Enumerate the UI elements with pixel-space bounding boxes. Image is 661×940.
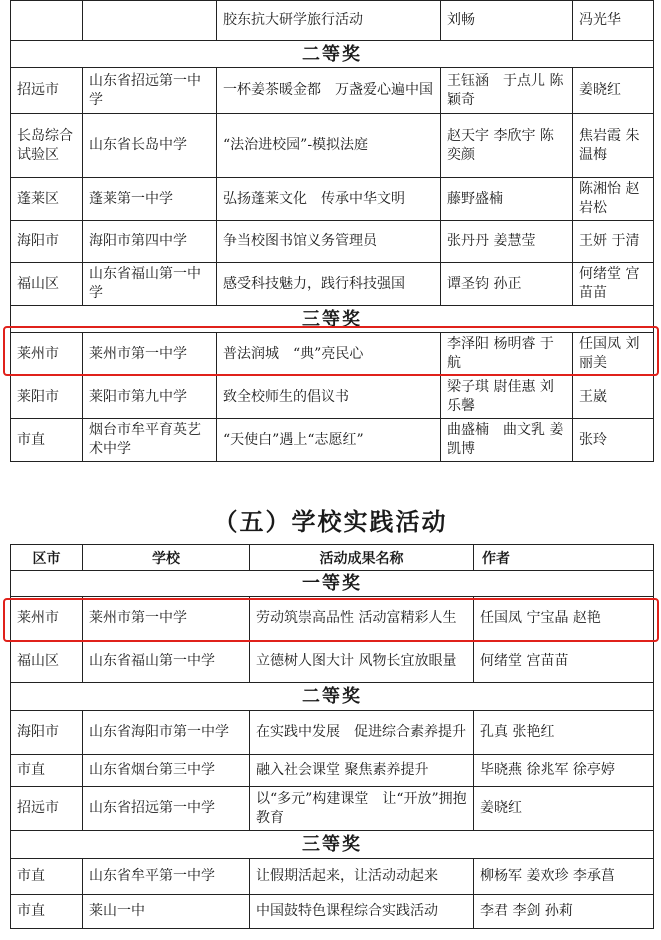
table-row (11, 178, 654, 221)
district-cell: 福山区 (11, 641, 83, 683)
table-header-row (11, 545, 654, 571)
title-cell: 弘扬蓬莱文化 传承中华文明 (217, 178, 441, 221)
title-cell: 融入社会课堂 聚焦素养提升 (250, 755, 474, 787)
district-cell: 莱州市 (11, 597, 83, 641)
title-cell: 劳动筑崇高品性 活动富精彩人生 (250, 597, 474, 641)
table-row (11, 597, 654, 641)
author-cell: 张丹丹 姜慧莹 (441, 221, 573, 263)
column-header-district: 区市 (11, 545, 83, 571)
table-row (11, 376, 654, 419)
award-row (11, 683, 654, 711)
table-row (11, 333, 654, 376)
advisor-cell: 冯光华 (573, 1, 654, 41)
advisor-cell: 何绪堂 宫苗苗 (573, 263, 654, 306)
title-cell: 让假期活起来，让活动动起来 (250, 859, 474, 895)
author-cell: 柳杨军 姜欢珍 李承菖 (474, 859, 654, 895)
author-cell: 何绪堂 宫苗苗 (474, 641, 654, 683)
author-cell: 曲盛楠 曲文乳 姜凯博 (441, 419, 573, 462)
author-cell: 梁子琪 尉佳惠 刘乐馨 (441, 376, 573, 419)
table-row (11, 1, 654, 41)
advisor-cell: 焦岩霞 朱温梅 (573, 114, 654, 178)
title-cell: 立德树人图大计 风物长宜放眼量 (250, 641, 474, 683)
author-cell: 王钰涵 于点儿 陈颖奇 (441, 68, 573, 114)
author-cell: 藤野盛楠 (441, 178, 573, 221)
district-cell: 招远市 (11, 787, 83, 831)
table-row (11, 787, 654, 831)
author-cell: 赵天宇 李欣宇 陈奕颜 (441, 114, 573, 178)
title-cell: “法治进校园”-模拟法庭 (217, 114, 441, 178)
table-row (11, 711, 654, 755)
column-header-author: 作者 (474, 545, 654, 571)
school-cell: 莱州市第一中学 (83, 597, 250, 641)
table-row (11, 68, 654, 114)
title-cell: 感受科技魅力，践行科技强国 (217, 263, 441, 306)
school-cell: 蓬莱第一中学 (83, 178, 217, 221)
school-cell: 山东省长岛中学 (83, 114, 217, 178)
title-cell: 争当校图书馆义务管理员 (217, 221, 441, 263)
title-cell: 普法润城 “典”亮民心 (217, 333, 441, 376)
school-cell: 莱山一中 (83, 895, 250, 929)
district-cell: 福山区 (11, 263, 83, 306)
title-cell: 以“多元”构建课堂 让“开放”拥抱教育 (250, 787, 474, 831)
district-cell: 海阳市 (11, 221, 83, 263)
column-header-title: 活动成果名称 (250, 545, 474, 571)
award-row (11, 41, 654, 68)
school-cell: 山东省福山第一中学 (83, 641, 250, 683)
title-cell: 中国鼓特色课程综合实践活动 (250, 895, 474, 929)
author-cell: 谭圣钧 孙正 (441, 263, 573, 306)
school-cell: 山东省牟平第一中学 (83, 859, 250, 895)
award-level-first: 一等奖 (11, 571, 654, 597)
table-row (11, 114, 654, 178)
district-cell: 招远市 (11, 68, 83, 114)
author-cell: 姜晓红 (474, 787, 654, 831)
title-cell: 胶东抗大研学旅行活动 (217, 1, 441, 41)
school-practice-activities-table (10, 544, 654, 929)
district-cell: 蓬莱区 (11, 178, 83, 221)
school-cell (83, 1, 217, 41)
advisor-cell: 任国凤 刘丽美 (573, 333, 654, 376)
district-cell: 长岛综合试验区 (11, 114, 83, 178)
award-level-third: 三等奖 (11, 306, 654, 333)
table-row (11, 221, 654, 263)
author-cell: 李泽阳 杨明睿 于航 (441, 333, 573, 376)
advisor-cell: 张玲 (573, 419, 654, 462)
table-row (11, 419, 654, 462)
title-cell: “天使白”遇上“志愿红” (217, 419, 441, 462)
award-level-second: 二等奖 (11, 683, 654, 711)
district-cell: 市直 (11, 755, 83, 787)
school-cell: 烟台市牟平育英艺术中学 (83, 419, 217, 462)
award-row (11, 306, 654, 333)
award-row (11, 571, 654, 597)
table-row (11, 859, 654, 895)
table-row (11, 895, 654, 929)
award-level-third: 三等奖 (11, 831, 654, 859)
table-row (11, 263, 654, 306)
title-cell: 致全校师生的倡议书 (217, 376, 441, 419)
advisor-cell: 王妍 于清 (573, 221, 654, 263)
table-row (11, 641, 654, 683)
district-cell: 市直 (11, 419, 83, 462)
section-title: （五）学校实践活动 (213, 507, 448, 536)
table-row (11, 755, 654, 787)
district-cell: 海阳市 (11, 711, 83, 755)
author-cell: 刘畅 (441, 1, 573, 41)
advisor-cell: 姜晓红 (573, 68, 654, 114)
district-cell (11, 1, 83, 41)
awards-table-previous-section (10, 0, 654, 462)
title-cell: 在实践中发展 促进综合素养提升 (250, 711, 474, 755)
author-cell: 毕晓燕 徐兆军 徐亭婷 (474, 755, 654, 787)
school-cell: 山东省烟台第三中学 (83, 755, 250, 787)
author-cell: 任国凤 宁宝晶 赵艳 (474, 597, 654, 641)
author-cell: 李君 李剑 孙莉 (474, 895, 654, 929)
author-cell: 孔真 张艳红 (474, 711, 654, 755)
advisor-cell: 陈湘怡 赵岩松 (573, 178, 654, 221)
district-cell: 莱阳市 (11, 376, 83, 419)
district-cell: 莱州市 (11, 333, 83, 376)
district-cell: 市直 (11, 859, 83, 895)
award-level-second: 二等奖 (11, 41, 654, 68)
school-cell: 海阳市第四中学 (83, 221, 217, 263)
school-cell: 山东省招远第一中学 (83, 68, 217, 114)
award-row (11, 831, 654, 859)
school-cell: 山东省海阳市第一中学 (83, 711, 250, 755)
school-cell: 山东省招远第一中学 (83, 787, 250, 831)
school-cell: 山东省福山第一中学 (83, 263, 217, 306)
district-cell: 市直 (11, 895, 83, 929)
advisor-cell: 王崴 (573, 376, 654, 419)
title-cell: 一杯姜茶暖金都 万盏爱心遍中国 (217, 68, 441, 114)
column-header-school: 学校 (83, 545, 250, 571)
school-cell: 莱阳市第九中学 (83, 376, 217, 419)
school-cell: 莱州市第一中学 (83, 333, 217, 376)
